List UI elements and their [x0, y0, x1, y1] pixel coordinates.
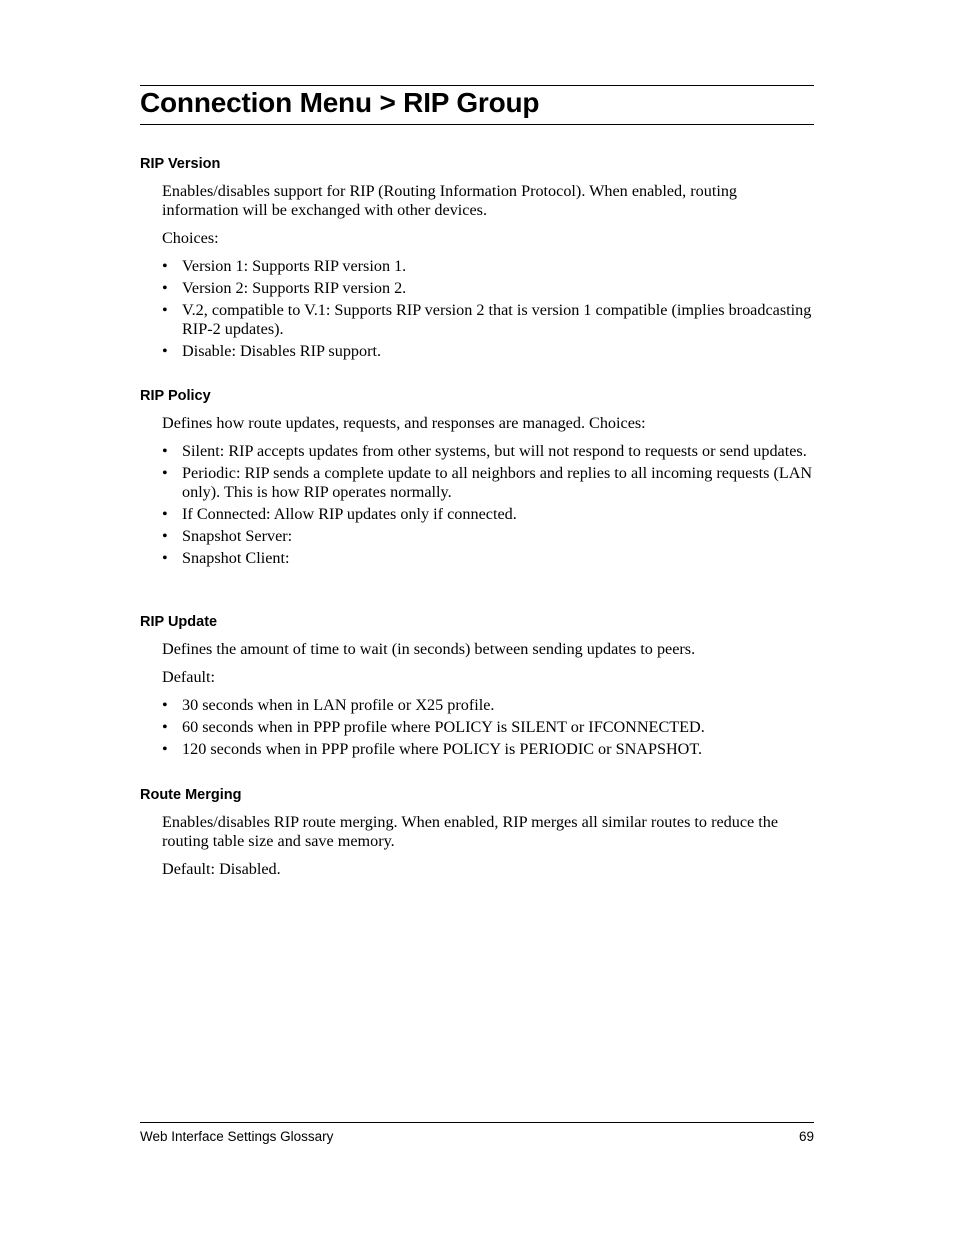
section-intro: Enables/disables support for RIP (Routing Information Protocol). When enabled, routing information will be exchanged with other devices.	[162, 182, 738, 219]
list-item: • V.2, compatible to V.1: Supports RIP version 2 that is version 1 compatible (implies broadcasting RIP-2 updates).	[162, 301, 812, 338]
bullet-list	[140, 442, 814, 568]
bullet-icon: •	[162, 549, 168, 567]
section-intro: Enables/disables RIP route merging. When enabled, RIP merges all similar routes to reduce the routing table size and save memory.	[162, 813, 779, 850]
choices-label: Choices:	[162, 229, 219, 247]
list-item: • Snapshot Client:	[162, 549, 290, 567]
bullet-icon: •	[162, 279, 168, 297]
bullet-icon: •	[162, 527, 168, 545]
bullet-icon: •	[162, 696, 168, 714]
section-rip-update	[140, 613, 814, 762]
section-route-merging	[140, 786, 814, 879]
bullet-icon: •	[162, 257, 168, 275]
list-item: • Silent: RIP accepts updates from other systems, but will not respond to requests or send updates.	[162, 442, 807, 460]
default-label: Default:	[162, 668, 216, 686]
list-item: • Version 2: Supports RIP version 2.	[162, 279, 407, 297]
page-title: Connection Menu > RIP Group	[140, 87, 540, 118]
section-heading: RIP Update	[140, 614, 218, 630]
list-item: • Disable: Disables RIP support.	[162, 342, 382, 360]
section-rip-version	[140, 155, 814, 364]
bullet-list	[140, 696, 814, 759]
bullet-icon: •	[162, 342, 168, 360]
bullet-icon: •	[162, 442, 168, 460]
bullet-icon: •	[162, 505, 168, 523]
list-item: • 120 seconds when in PPP profile where POLICY is PERIODIC or SNAPSHOT.	[162, 740, 703, 758]
section-intro: Defines the amount of time to wait (in seconds) between sending updates to peers.	[162, 640, 696, 658]
bullet-icon: •	[162, 464, 168, 482]
list-item: • Snapshot Server:	[162, 527, 293, 545]
section-heading: Route Merging	[140, 787, 242, 803]
footer-title: Web Interface Settings Glossary	[140, 1129, 334, 1144]
list-item: • Version 1: Supports RIP version 1.	[162, 257, 407, 275]
page-footer	[140, 1122, 814, 1144]
section-rip-policy	[140, 387, 814, 571]
section-heading: RIP Version	[140, 156, 221, 172]
list-item: • 60 seconds when in PPP profile where POLICY is SILENT or IFCONNECTED.	[162, 718, 705, 736]
section-heading: RIP Policy	[140, 388, 211, 404]
bullet-list	[140, 257, 814, 361]
bullet-icon: •	[162, 740, 168, 758]
bullet-icon: •	[162, 718, 168, 736]
default-text: Default: Disabled.	[162, 860, 281, 878]
page-number: 69	[798, 1129, 814, 1144]
section-intro: Defines how route updates, requests, and responses are managed. Choices:	[162, 414, 646, 432]
list-item: • 30 seconds when in LAN profile or X25 profile.	[162, 696, 495, 714]
list-item: • If Connected: Allow RIP updates only if connected.	[162, 505, 517, 523]
title-rule-box	[140, 85, 814, 125]
bullet-icon: •	[162, 301, 168, 319]
list-item: • Periodic: RIP sends a complete update to all neighbors and replies to all incoming requests (LAN only). This is how RIP operates normally.	[162, 464, 813, 501]
